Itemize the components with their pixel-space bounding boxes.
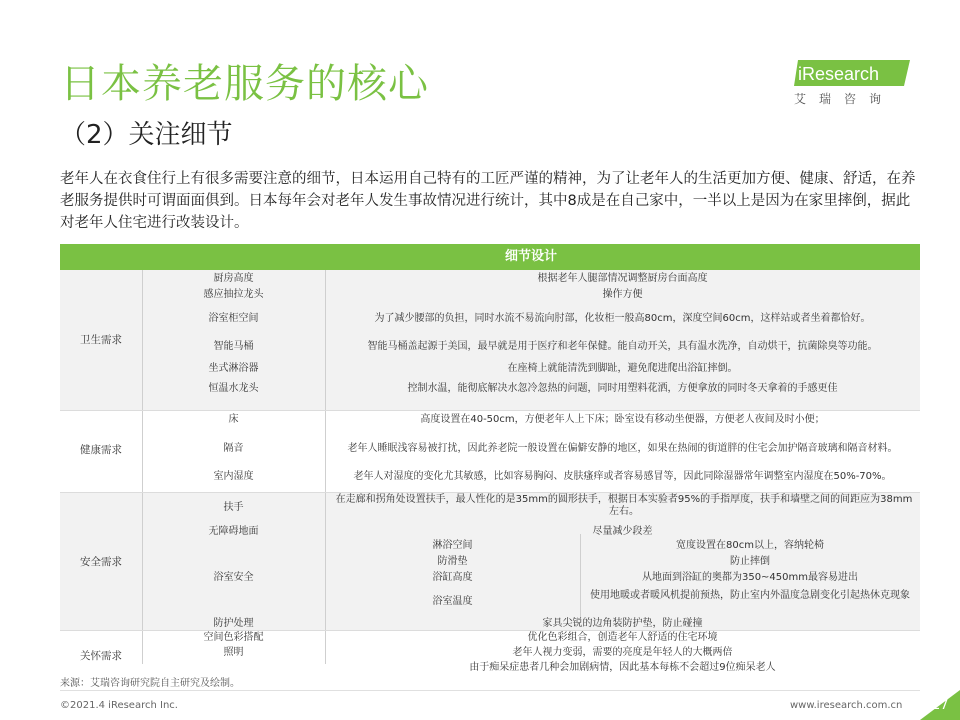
brand-logo-graphic [792, 56, 912, 90]
item-sensor-faucet: 感应抽拉龙头 [203, 289, 264, 300]
desc-sitting-shower: 在座椅上就能清洗到脚趾，避免爬进爬出浴缸摔倒。 [507, 363, 738, 374]
table-header: 细节设计 [142, 244, 920, 270]
desc-barrier-free: 尽量减少段差 [592, 526, 653, 537]
source-note: 来源：艾瑞咨询研究院自主研究及绘制。 [60, 678, 240, 689]
desc-bathroom-cabinet: 为了减少腰部的负担，同时水流不易流向肘部，化妆柜一般高80cm，深度空间60cm，这样站或者坐着都恰好。 [374, 313, 871, 324]
desc-sensor-faucet: 操作方便 [602, 289, 643, 300]
category-health: 健康需求 [80, 444, 122, 456]
sub-antislip-mat: 防滑垫 [437, 556, 468, 567]
desc-dementia: 由于痴呆症患者几种会加剧病情，因此基本每栋不会超过9位痴呆老人 [469, 662, 776, 673]
sub-bathtub-height: 浴缸高度 [432, 572, 473, 583]
item-sitting-shower: 坐式淋浴器 [208, 363, 259, 374]
desc-kitchen-height: 根据老年人腿部情况调整厨房台面高度 [537, 273, 708, 284]
item-bathroom-safety: 浴室安全 [213, 572, 254, 583]
item-kitchen-height: 厨房高度 [213, 273, 254, 284]
desc-soundproof: 老年人睡眠浅容易被打扰，因此养老院一般设置在偏僻安静的地区，如果在热闹的街道胖的住宅会加护隔音玻璃和隔音材料。 [347, 443, 898, 454]
desc-bathtub-height: 从地面到浴缸的奥都为350~450mm最容易进出 [641, 572, 859, 583]
separator [60, 630, 920, 631]
item-color-matching: 空间色彩搭配 [203, 632, 264, 643]
item-thermostatic-faucet: 恒温水龙头 [208, 383, 259, 394]
item-soundproof: 隔音 [223, 443, 244, 454]
item-handrail: 扶手 [223, 502, 244, 513]
desc-smart-toilet: 智能马桶盖起源于美国，最早就是用于医疗和老年保健。能自动开关，具有温水洗净，自动烘干，抗菌除臭等功能。 [367, 341, 878, 352]
sub-shower-space: 淋浴空间 [432, 540, 473, 551]
footer-divider [60, 690, 920, 691]
item-bed: 床 [228, 414, 239, 425]
desc-protection: 家具尖锐的边角装防护垫，防止碰撞 [542, 618, 703, 629]
brand-name-cn: 艾瑞咨询 [794, 92, 895, 106]
category-care: 关怀需求 [80, 650, 122, 662]
desc-antislip-mat: 防止摔倒 [730, 556, 770, 567]
category-safety: 安全需求 [80, 556, 122, 568]
desc-handrail: 在走廊和拐角处设置扶手，最人性化的是35mm的圆形扶手，根据日本实验者95%的手指厚度，扶手和墙壁之间的间距应为38mm左右。 [335, 494, 913, 517]
item-bathroom-cabinet: 浴室柜空间 [208, 313, 259, 324]
divider-category [142, 270, 143, 664]
item-protection: 防护处理 [213, 618, 254, 629]
detail-design-table [60, 244, 920, 673]
desc-thermostatic-faucet: 控制水温，能彻底解决水忽冷忽热的问题，同时用塑料花洒，方便拿放的同时冬天拿着的手感更佳 [407, 383, 838, 394]
sub-bathroom-temperature: 浴室温度 [432, 596, 473, 607]
page-number: 27 [932, 698, 949, 713]
desc-color-matching: 优化色彩组合，创造老年人舒适的住宅环境 [527, 632, 718, 643]
website-link[interactable]: www.iresearch.com.cn [790, 700, 903, 711]
desc-bathroom-temperature: 使用地暖或者暖风机提前预热，防止室内外温度急剧变化引起热休克现象 [590, 590, 910, 601]
separator [60, 492, 920, 493]
iresearch-logo [792, 56, 912, 112]
page-subtitle: （2）关注细节 [60, 120, 233, 150]
desc-humidity: 老年人对湿度的变化尤其敏感，比如容易胸闷、皮肤瘙痒或者容易感冒等，因此同除湿器常年调整室内湿度在50%-70%。 [353, 471, 892, 482]
copyright: ©2021.4 iResearch Inc. [60, 700, 178, 711]
brand-name: iResearch [798, 64, 880, 84]
desc-shower-space: 宽度设置在80cm以上，容纳轮椅 [676, 540, 824, 551]
item-barrier-free: 无障碍地面 [208, 526, 259, 537]
intro-paragraph: 老年人在衣食住行上有很多需要注意的细节，日本运用自己特有的工匠严谨的精神，为了让老年人的生活更加方便、健康、舒适，在养老服务提供时可谓面面俱到。日本每年会对老年人发生事故情况进行统计，其中8成是在自己家中，一半以上是因为在家里摔倒，据此对老年人住宅进行改装设计。 [60, 171, 916, 231]
item-humidity: 室内湿度 [213, 471, 254, 482]
category-hygiene: 卫生需求 [80, 334, 122, 346]
separator [60, 410, 920, 411]
item-smart-toilet: 智能马桶 [213, 341, 254, 352]
page-number-badge [920, 690, 960, 720]
page-title: 日本养老服务的核心 [60, 61, 429, 107]
desc-bed: 高度设置在40-50cm，方便老年人上下床；卧室设有移动坐便器，方便老人夜间及时小便； [420, 414, 825, 425]
desc-lighting: 老年人视力变弱，需要的亮度是年轻人的大概两倍 [512, 647, 733, 658]
item-lighting: 照明 [223, 647, 244, 658]
table-header-corner [60, 244, 142, 270]
